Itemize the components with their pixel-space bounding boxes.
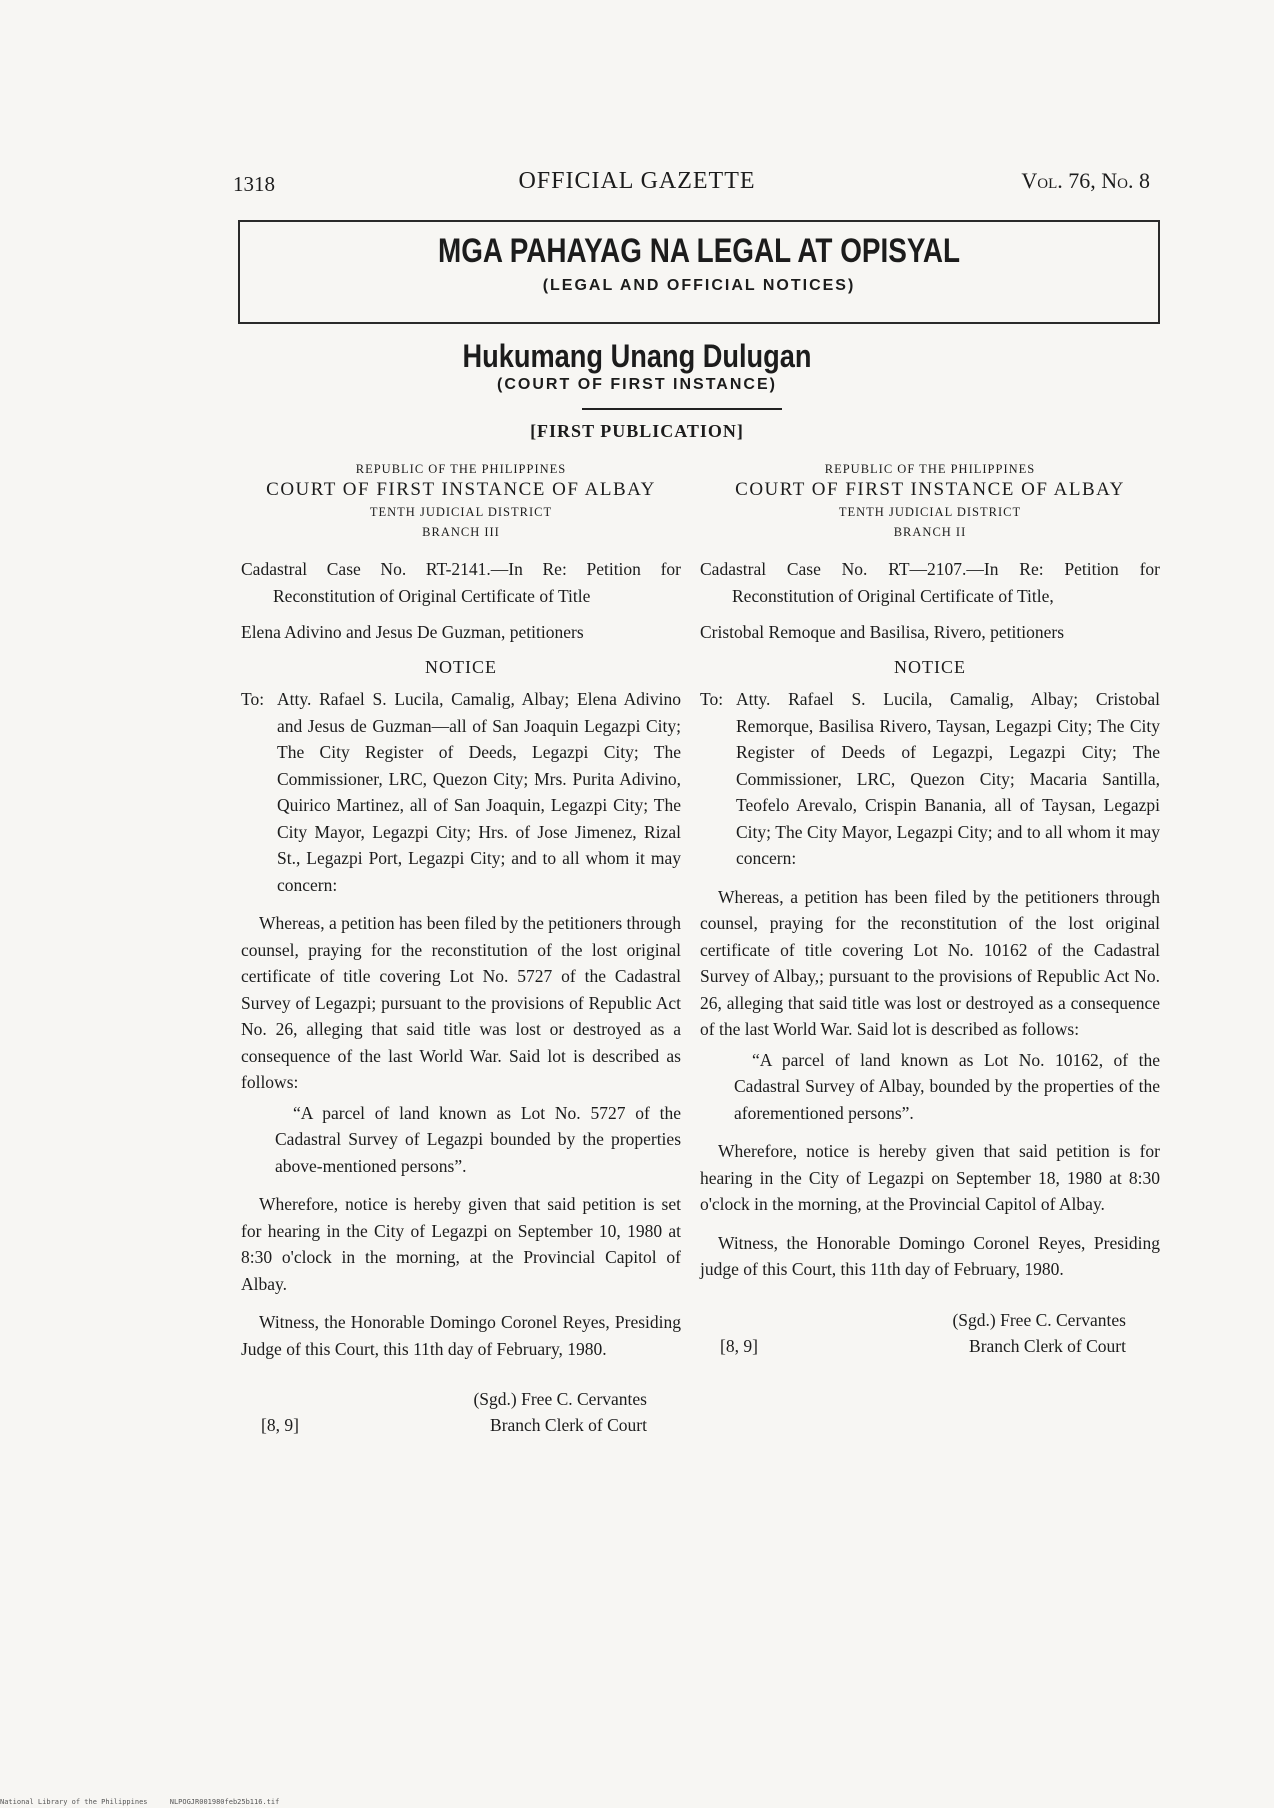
- lot-description: “A parcel of land known as Lot No. 10162, of the Cadastral Survey of Albay, bounded by the properties of the aforementioned persons”.: [734, 1049, 1160, 1123]
- to-text: Atty. Rafael S. Lucila, Camalig, Albay; Cristobal Remorque, Basilisa Rivero, Taysan, Legazpi City; The City Register of Deeds of Legazpi, Legazpi City; The Commissioner, LRC, Quezon City; Macaria Santilla, Teofelo Arevalo, Crispin Banania, all of Taysan, Legazpi City; The City Mayor, Legazpi City; and to all whom it may concern:: [736, 689, 1160, 868]
- banner-title: MGA PAHAYAG NA LEGAL AT OPISYAL: [437, 232, 961, 270]
- section-divider: [582, 408, 782, 410]
- addressees: [241, 686, 681, 898]
- case-title: Cadastral Case No. RT—2107.—In Re: Petition for Reconstitution of Original Certificate of Title,: [700, 559, 1160, 606]
- witness-paragraph: Witness, the Honorable Domingo Coronel Reyes, Presiding Judge of this Court, this 11th day of February, 1980.: [241, 1312, 681, 1359]
- witness-paragraph: Witness, the Honorable Domingo Coronel Reyes, Presiding judge of this Court, this 11th day of February, 1980.: [700, 1232, 1160, 1279]
- lot-description: “A parcel of land known as Lot No. 5727 of the Cadastral Survey of Legazpi bounded by the properties above-mentioned persons”.: [275, 1102, 681, 1176]
- court-name: COURT OF FIRST INSTANCE OF ALBAY: [735, 479, 1125, 500]
- court-republic: REPUBLIC OF THE PHILIPPINES: [824, 462, 1036, 476]
- petitioners: Elena Adivino and Jesus De Guzman, petitioners: [241, 622, 584, 642]
- case-title: Cadastral Case No. RT-2141.—In Re: Petition for Reconstitution of Original Certificate of Title: [241, 559, 681, 606]
- addressees: [700, 686, 1160, 872]
- notice-left: [241, 460, 681, 1446]
- library-credit: National Library of the Philippines: [0, 1798, 148, 1806]
- wherefore-paragraph: Wherefore, notice is hereby given that said petition is set for hearing in the City of Legazpi on September 10, 1980 at 8:30 o'clock in the morning, at the Provincial Capitol of Albay.: [241, 1194, 681, 1294]
- page-number: 1318: [233, 172, 275, 196]
- signature-title: Branch Clerk of Court: [969, 1335, 1126, 1356]
- court-branch: BRANCH II: [893, 525, 967, 539]
- issue-numbers: [8, 9]: [720, 1335, 758, 1356]
- notice-right: [700, 460, 1160, 1367]
- volume-number: Vol. 76, No. 8: [1021, 168, 1150, 193]
- scan-footer: [0, 1798, 297, 1806]
- court-republic: REPUBLIC OF THE PHILIPPINES: [355, 462, 567, 476]
- notice-heading: NOTICE: [894, 656, 966, 677]
- court-name: COURT OF FIRST INSTANCE OF ALBAY: [266, 479, 656, 500]
- signature: (Sgd.) Free C. Cervantes: [473, 1389, 647, 1409]
- running-head: [0, 168, 1274, 202]
- petitioners: Cristobal Remoque and Basilisa, Rivero, petitioners: [700, 622, 1065, 642]
- court-district: TENTH JUDICIAL DISTRICT: [369, 505, 553, 519]
- whereas-paragraph: Whereas, a petition has been filed by the petitioners through counsel, praying for the reconstitution of the lost original certificate of title covering Lot No. 5727 of the Cadastral Survey of Legazpi; pursuant to the provisions of Republic Act No. 26, alleging that said title was lost or destroyed as a consequence of the last World War. Said lot is described as follows:: [241, 913, 681, 1092]
- file-identifier: NLPOGJR001980feb25b116.tif: [169, 1798, 280, 1806]
- court-branch: BRANCH III: [422, 525, 500, 539]
- section-title: Hukumang Unang Dulugan: [462, 338, 812, 374]
- wherefore-paragraph: Wherefore, notice is hereby given that said petition is for hearing in the City of Legazpi on September 18, 1980 at 8:30 o'clock in the morning, at the Provincial Capitol of Albay.: [700, 1141, 1160, 1214]
- publication-label: [FIRST PUBLICATION]: [530, 421, 744, 441]
- to-label: To:: [241, 689, 265, 709]
- legal-notices-banner: [238, 220, 1160, 324]
- signature-block: [700, 1307, 1160, 1367]
- publication-title: OFFICIAL GAZETTE: [518, 168, 756, 194]
- to-label: To:: [700, 689, 724, 709]
- signature-title: Branch Clerk of Court: [490, 1415, 647, 1435]
- signature: (Sgd.) Free C. Cervantes: [952, 1309, 1126, 1330]
- court-district: TENTH JUDICIAL DISTRICT: [838, 505, 1022, 519]
- section-subtitle: (COURT OF FIRST INSTANCE): [497, 376, 777, 393]
- banner-subtitle: (LEGAL AND OFFICIAL NOTICES): [542, 277, 856, 294]
- notice-heading: NOTICE: [425, 656, 497, 677]
- whereas-paragraph: Whereas, a petition has been filed by the petitioners through counsel, praying for the reconstitution of the lost original certificate of title covering Lot No. 10162 of the Cadastral Survey of Albay,; pursuant to the provisions of Republic Act No. 26, alleging that said title was lost or destroyed as a consequence of the last World War. Said lot is described as follows:: [700, 886, 1160, 1039]
- signature-block: [241, 1386, 681, 1446]
- issue-numbers: [8, 9]: [261, 1415, 299, 1435]
- to-text: Atty. Rafael S. Lucila, Camalig, Albay; Elena Adivino and Jesus de Guzman—all of San Joaquin Legazpi City; The City Register of Deeds, Legazpi City; The Commissioner, LRC, Quezon City; Mrs. Purita Adivino, Quirico Martinez, all of San Joaquin, Legazpi City; The City Mayor, Legazpi City; Hrs. of Jose Jimenez, Rizal St., Legazpi Port, Legazpi City; and to all whom it may concern:: [277, 689, 681, 895]
